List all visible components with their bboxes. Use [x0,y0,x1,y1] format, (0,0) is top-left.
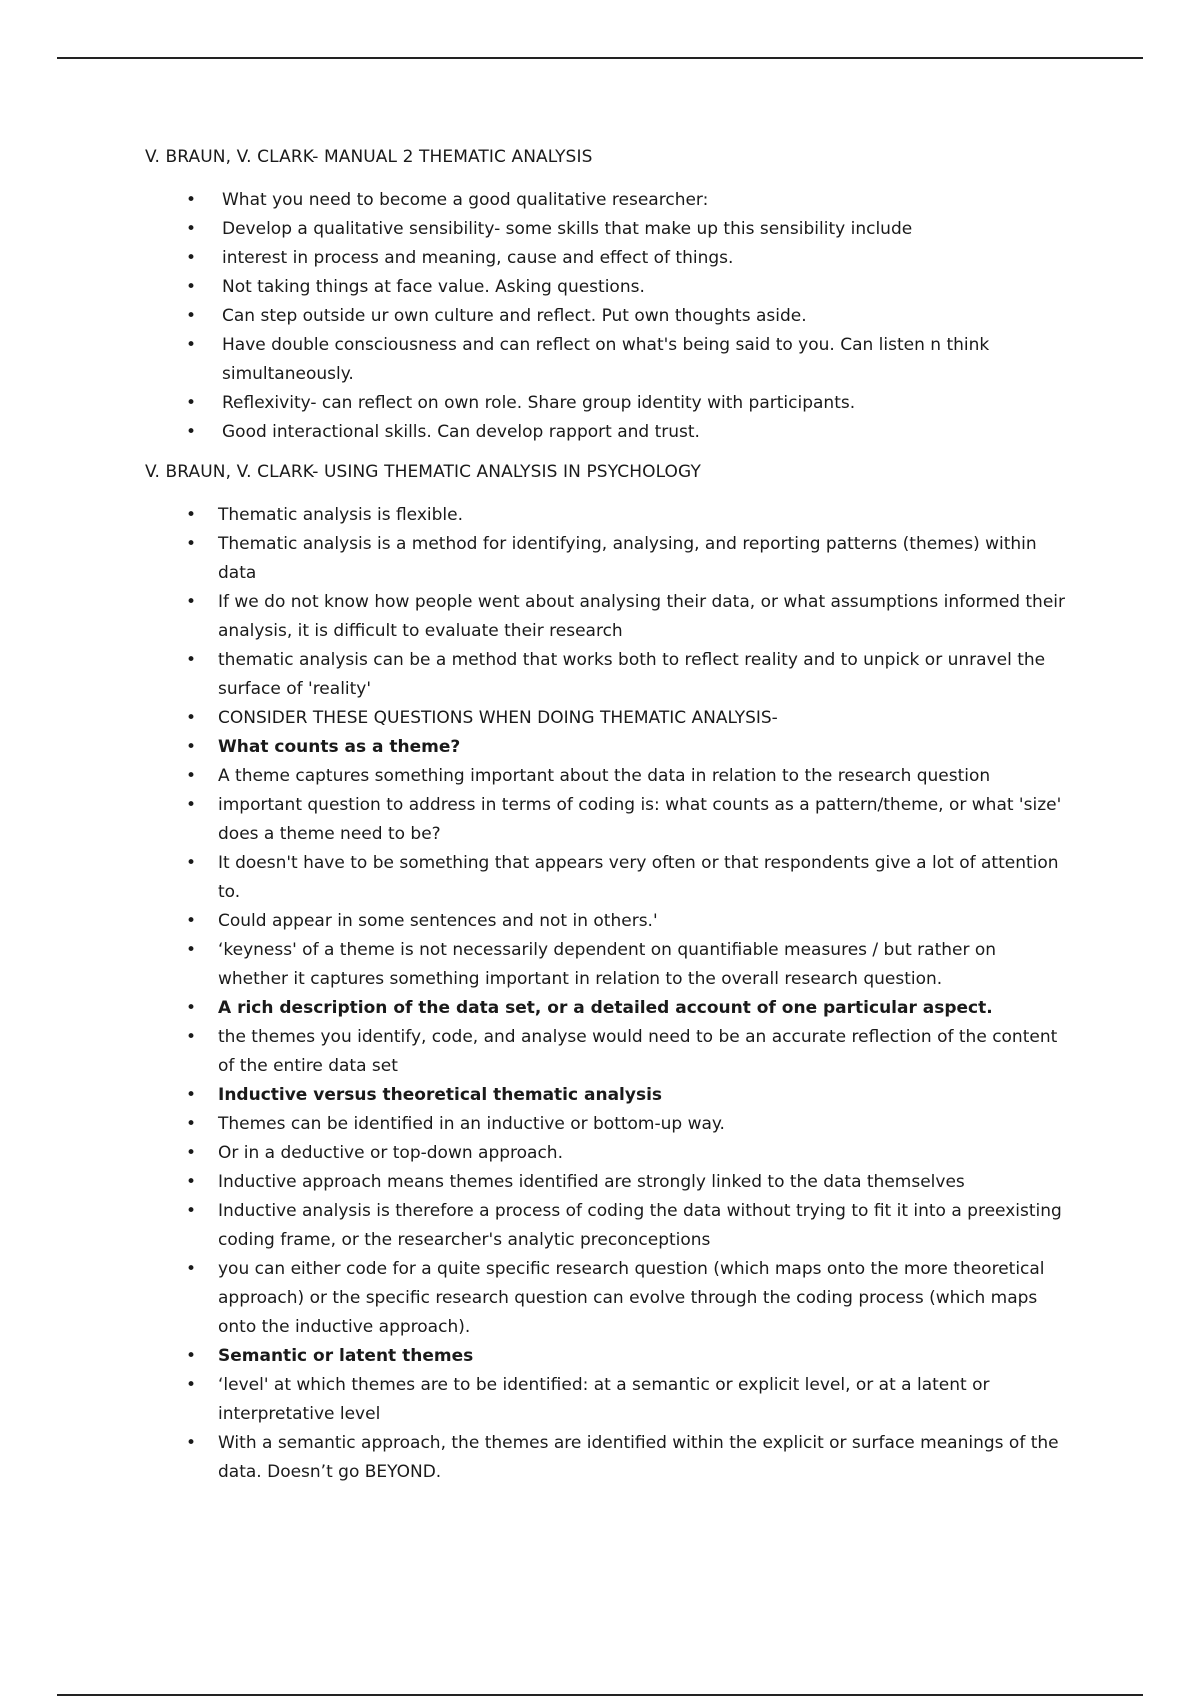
list-item [186,215,1065,244]
bullet-list [186,501,1066,1487]
list-item [186,762,1065,791]
bullet-icon: • [186,1114,197,1134]
list-item-text: Inductive approach means themes identified are strongly linked to the data themselves [218,1172,965,1192]
list-item [186,1342,1065,1371]
list-item-text: the themes you identify, code, and analyse would need to be an accurate reflection of the content of the entire data set [218,1027,1058,1076]
list-item-text: Could appear in some sentences and not in others.' [218,911,658,931]
list-item [186,1429,1065,1487]
list-item [186,273,1065,302]
list-item-text: Reflexivity- can reflect on own role. Share group identity with participants. [222,393,856,413]
list-item-text: thematic analysis can be a method that works both to reflect reality and to unpick or unravel the surface of 'reality' [218,650,1046,699]
bullet-icon: • [186,1143,197,1163]
page-bottom-rule [57,1694,1143,1696]
list-item-text: Thematic analysis is flexible. [218,505,463,525]
bullet-icon: • [186,335,197,355]
bullet-icon: • [186,1027,197,1047]
bullet-icon: • [186,708,197,728]
list-item [186,389,1065,418]
bullet-icon: • [186,277,197,297]
list-item [186,1255,1065,1342]
list-item [186,733,1065,762]
list-item [186,1139,1065,1168]
list-item [186,1197,1065,1255]
list-item [186,588,1066,646]
bullet-icon: • [186,940,197,960]
list-item-text: Inductive versus theoretical thematic analysis [218,1085,663,1105]
list-item [186,418,1065,447]
list-item [186,791,1065,849]
list-item-text: you can either code for a quite specific research question (which maps onto the more theoretical approach) or the specific research question can evolve through the coding process (which maps onto the inductive approach). [218,1259,1045,1337]
list-item [186,994,1065,1023]
list-item [186,907,1065,936]
bullet-icon: • [186,650,197,670]
bullet-icon: • [186,1201,197,1221]
bullet-icon: • [186,190,197,210]
bullet-icon: • [186,1375,197,1395]
list-item [186,244,1065,273]
bullet-icon: • [186,766,197,786]
list-item-text: It doesn't have to be something that appears very often or that respondents give a lot of attention to. [218,853,1059,902]
list-item-text: CONSIDER THESE QUESTIONS WHEN DOING THEMATIC ANALYSIS- [218,708,778,728]
bullet-icon: • [186,795,197,815]
list-item [186,936,1065,994]
bullet-icon: • [186,1433,197,1453]
bullet-icon: • [186,534,197,554]
list-item-text: important question to address in terms of coding is: what counts as a pattern/theme, or what 'size' does a theme need to be? [218,795,1062,844]
list-item [186,849,1065,907]
list-item [186,501,1065,530]
bullet-icon: • [186,393,197,413]
bullet-icon: • [186,592,197,612]
list-item-text: What counts as a theme? [218,737,461,757]
bullet-icon: • [186,505,197,525]
list-item-text: Not taking things at face value. Asking questions. [222,277,645,297]
list-item-text: Themes can be identified in an inductive or bottom-up way. [218,1114,725,1134]
bullet-icon: • [186,1346,197,1366]
list-item-text: Have double consciousness and can reflect on what's being said to you. Can listen n think simultaneously. [222,335,990,384]
bullet-list [186,186,1065,447]
bullet-icon: • [186,1085,197,1105]
list-item-text: If we do not know how people went about analysing their data, or what assumptions informed their analysis, it is difficult to evaluate their research [218,592,1066,641]
list-item-text: Can step outside ur own culture and reflect. Put own thoughts aside. [222,306,807,326]
list-item-text: Thematic analysis is a method for identifying, analysing, and reporting patterns (themes) within data [218,534,1037,583]
list-item [186,704,1065,733]
bullet-icon: • [186,737,197,757]
list-item-text: Inductive analysis is therefore a process of coding the data without trying to fit it into a preexisting coding frame, or the researcher's analytic preconceptions [218,1201,1062,1250]
bullet-icon: • [186,248,197,268]
list-item [186,646,1065,704]
list-item [186,1371,1065,1429]
page-top-rule [57,57,1143,59]
list-item-text: ‘keyness' of a theme is not necessarily dependent on quantifiable measures / but rather on whether it captures something important in relation to the overall research question. [218,940,997,989]
bullet-icon: • [186,422,197,442]
list-item-text: A theme captures something important about the data in relation to the research question [218,766,991,786]
list-item-text: What you need to become a good qualitative researcher: [222,190,709,210]
bullet-icon: • [186,998,197,1018]
list-item [186,1110,1065,1139]
list-item [186,302,1065,331]
section-manual-2 [145,146,1065,447]
bullet-icon: • [186,911,197,931]
list-item-text: Or in a deductive or top-down approach. [218,1143,563,1163]
list-item [186,331,1065,389]
section-heading: V. BRAUN, V. CLARK- MANUAL 2 THEMATIC ANALYSIS [145,147,593,167]
section-using-thematic-analysis [145,461,1065,1487]
list-item [186,1023,1065,1081]
bullet-icon: • [186,1172,197,1192]
list-item [186,1081,1065,1110]
list-item [186,186,1065,215]
bullet-icon: • [186,853,197,873]
bullet-icon: • [186,1259,197,1279]
section-heading: V. BRAUN, V. CLARK- USING THEMATIC ANALYSIS IN PSYCHOLOGY [145,462,701,482]
list-item-text: ‘level' at which themes are to be identified: at a semantic or explicit level, or at a latent or interpretative level [218,1375,990,1424]
list-item-text: interest in process and meaning, cause and effect of things. [222,248,734,268]
list-item-text: Good interactional skills. Can develop rapport and trust. [222,422,700,442]
document-body [145,146,1065,1487]
list-item [186,530,1065,588]
list-item-text: With a semantic approach, the themes are identified within the explicit or surface meanings of the data. Doesn’t go BEYOND. [218,1433,1059,1482]
bullet-icon: • [186,219,197,239]
list-item-text: A rich description of the data set, or a detailed account of one particular aspect. [218,998,993,1018]
bullet-icon: • [186,306,197,326]
list-item-text: Develop a qualitative sensibility- some skills that make up this sensibility include [222,219,913,239]
list-item [186,1168,1065,1197]
list-item-text: Semantic or latent themes [218,1346,474,1366]
